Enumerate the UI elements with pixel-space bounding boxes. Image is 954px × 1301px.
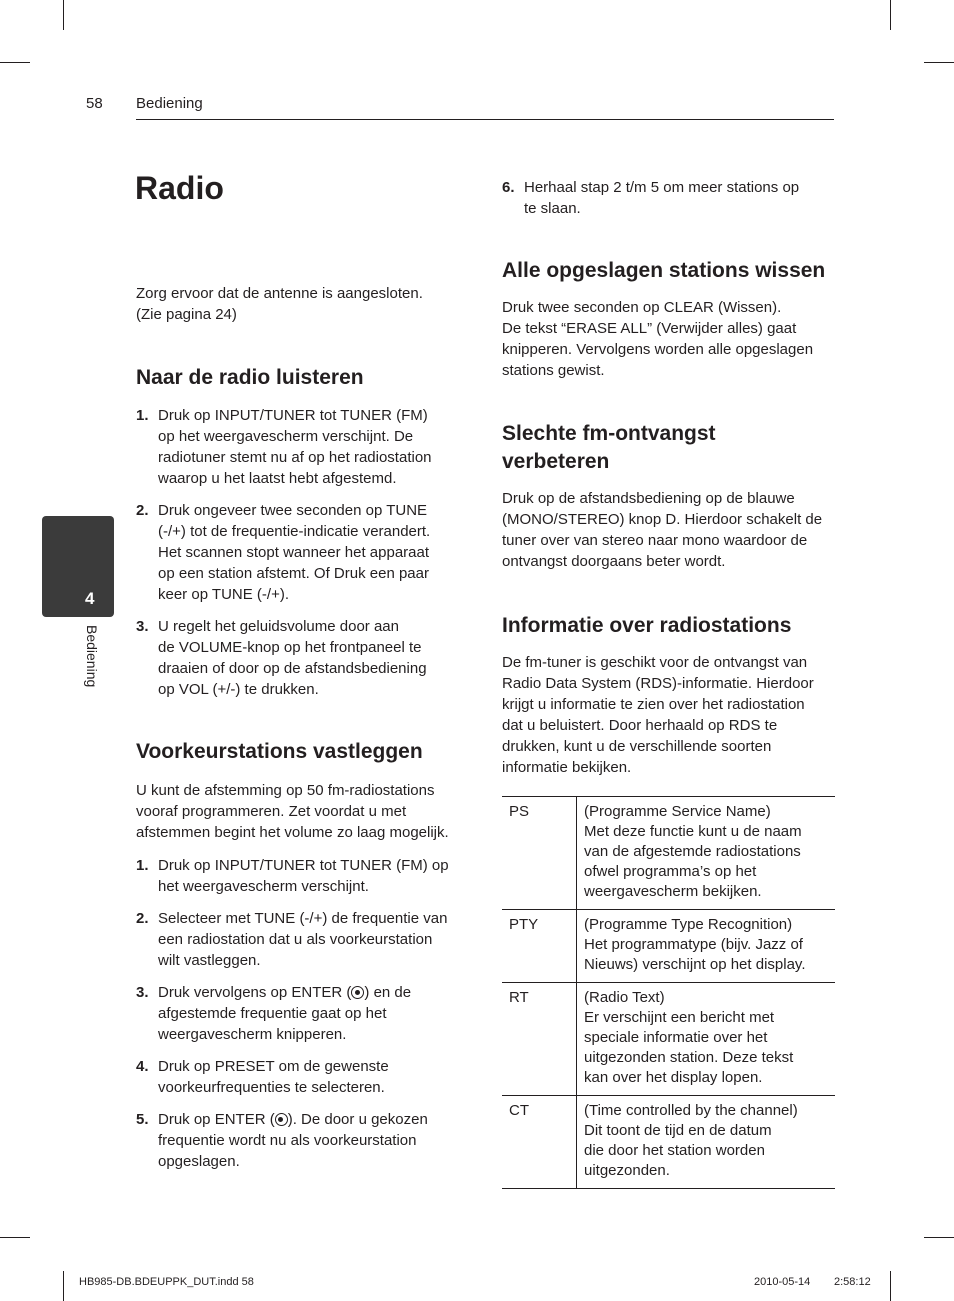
crop-mark [890, 1271, 891, 1301]
step-item [136, 405, 476, 489]
step-text: Druk vervolgens op ENTER ( [158, 984, 352, 1001]
value-line: Dit toont de tijd en de datum [584, 1122, 772, 1139]
section-listen [136, 364, 476, 711]
step-number: 3. [136, 984, 149, 1001]
step-text: ). De door u gekozen [287, 1111, 428, 1128]
section-presets [136, 738, 481, 1183]
section-heading: Informatie over radiostations [502, 614, 792, 637]
step-line: op het weergavescherm verschijnt. De [158, 428, 414, 445]
step-line: U regelt het geluidsvolume door aan [158, 618, 399, 635]
value-line: speciale informatie over het [584, 1029, 768, 1046]
section-rds [502, 612, 842, 778]
step-line: radiotuner stemt nu af op het radiostation [158, 449, 432, 466]
header-rule [136, 119, 834, 120]
step-line: draaien of door op de afstandsbediening [158, 660, 427, 677]
value-line: van de afgestemde radiostations [584, 843, 801, 860]
step-number: 2. [136, 502, 149, 519]
step-number: 4. [136, 1058, 149, 1075]
table-row [502, 797, 835, 910]
section-heading: Naar de radio luisteren [136, 366, 364, 389]
crop-mark [890, 0, 891, 30]
step-continuation [502, 177, 837, 230]
step-line: frequentie wordt nu als voorkeurstation [158, 1132, 417, 1149]
value-line: uitgezonden station. Deze tekst [584, 1049, 794, 1066]
step-line: Druk op PRESET om de gewenste [158, 1058, 389, 1075]
page-number: 58 [86, 95, 103, 112]
intro-line: Zorg ervoor dat de antenne is aangesloten. [136, 285, 423, 302]
body-line: De fm-tuner is geschikt voor de ontvangst van [502, 654, 808, 671]
step-line: te slaan. [524, 200, 581, 217]
step-line: op VOL (+/-) te drukken. [158, 681, 319, 698]
table-row [502, 983, 835, 1096]
body-line: drukken, kunt u de verschillende soorten [502, 738, 772, 755]
table-value [577, 1096, 836, 1189]
step-item [136, 1109, 481, 1172]
value-line: kan over het display lopen. [584, 1069, 763, 1086]
step-list [502, 177, 837, 219]
step-line: keer op TUNE (-/+). [158, 586, 290, 603]
rds-table [502, 796, 835, 1189]
crop-mark [63, 1271, 64, 1301]
step-list [136, 855, 481, 1172]
crop-mark [63, 0, 64, 30]
body-line: informatie bekijken. [502, 759, 632, 776]
page-title: Radio [135, 170, 224, 206]
step-line: wilt vastleggen. [158, 952, 261, 969]
crop-mark [924, 62, 954, 63]
value-line: Het programmatype (bijv. Jazz of [584, 936, 803, 953]
intro-line: afstemmen begint het volume zo laag mogelijk. [136, 824, 449, 841]
table-value [577, 983, 836, 1096]
value-line: (Time controlled by the channel) [584, 1102, 798, 1119]
crop-mark [0, 1237, 30, 1238]
footer-filename: HB985-DB.BDEUPPK_DUT.indd 58 [79, 1276, 254, 1288]
intro-text [136, 283, 476, 325]
value-line: die door het station worden [584, 1142, 765, 1159]
body-line: knipperen. Vervolgens worden alle opgeslagen [502, 341, 814, 358]
step-number: 6. [502, 179, 515, 196]
body-line: stations gewist. [502, 362, 605, 379]
table-value [577, 910, 836, 983]
step-line: waarop u het laatst hebt afgestemd. [158, 470, 397, 487]
running-header: Bediening [136, 95, 203, 112]
body-line: Druk twee seconden op CLEAR (Wissen). [502, 299, 782, 316]
value-line: Nieuws) verschijnt op het display. [584, 956, 806, 973]
chapter-label: Bediening [84, 625, 100, 688]
step-text: Druk op ENTER ( [158, 1111, 275, 1128]
step-line: (-/+) tot de frequentie-indicatie verandert. [158, 523, 431, 540]
step-line: Selecteer met TUNE (-/+) de frequentie van [158, 910, 448, 927]
table-row [502, 910, 835, 983]
intro-line: U kunt de afstemming op 50 fm-radiostations [136, 782, 435, 799]
step-line: een radiostation dat u als voorkeurstation [158, 931, 433, 948]
chapter-tab [42, 516, 114, 617]
section-fm [502, 420, 842, 572]
value-line: (Radio Text) [584, 989, 665, 1006]
body-line: tuner over van stereo naar mono waardoor de [502, 532, 808, 549]
intro-line: vooraf programmeren. Zet voordat u met [136, 803, 407, 820]
step-list [136, 405, 476, 700]
footer-date: 2010-05-14 [754, 1276, 811, 1288]
step-number: 2. [136, 910, 149, 927]
value-line: uitgezonden. [584, 1162, 670, 1179]
section-body [502, 652, 842, 778]
step-line: Het scannen stopt wanneer het apparaat [158, 544, 430, 561]
body-line: Druk op de afstandsbediening op de blauwe [502, 490, 795, 507]
step-number: 3. [136, 618, 149, 635]
crop-mark [0, 62, 30, 63]
value-line: ofwel programma’s op het [584, 863, 757, 880]
body-line: dat u beluistert. Door herhaald op RDS te [502, 717, 778, 734]
crop-mark [924, 1237, 954, 1238]
step-item [136, 1056, 481, 1098]
body-line: ontvangst doorgaans beter wordt. [502, 553, 726, 570]
step-line: Druk ongeveer twee seconden op TUNE [158, 502, 428, 519]
step-item [136, 908, 481, 971]
step-item [136, 982, 481, 1045]
section-clear [502, 257, 842, 381]
section-body [502, 297, 842, 381]
step-item [502, 177, 837, 219]
step-line: opgeslagen. [158, 1153, 240, 1170]
step-text: ) en de [364, 984, 412, 1001]
step-line [158, 1109, 481, 1130]
step-line: het weergavescherm verschijnt. [158, 878, 369, 895]
step-number: 1. [136, 857, 149, 874]
table-key: CT [502, 1096, 577, 1189]
section-intro [136, 780, 481, 843]
footer-time: 2:58:12 [834, 1276, 871, 1288]
section-heading: Slechte fm-ontvangst [502, 422, 716, 445]
value-line: Er verschijnt een bericht met [584, 1009, 775, 1026]
step-line [158, 982, 481, 1003]
value-line: weergavescherm bekijken. [584, 883, 762, 900]
intro-line: (Zie pagina 24) [136, 306, 237, 323]
enter-button-icon [351, 986, 364, 999]
step-number: 1. [136, 407, 149, 424]
step-line: op een station afstemt. Of Druk een paar [158, 565, 429, 582]
table-row [502, 1096, 835, 1189]
section-heading: Voorkeurstations vastleggen [136, 740, 423, 763]
chapter-number: 4 [85, 589, 95, 608]
section-body [502, 488, 842, 572]
body-line: (MONO/STEREO) knop D. Hierdoor schakelt de [502, 511, 823, 528]
table-key: RT [502, 983, 577, 1096]
value-line: (Programme Type Recognition) [584, 916, 793, 933]
value-line: (Programme Service Name) [584, 803, 771, 820]
table-key: PS [502, 797, 577, 910]
body-line: krijgt u informatie te zien over het radiostation [502, 696, 805, 713]
body-line: Radio Data System (RDS)-informatie. Hierdoor [502, 675, 814, 692]
step-line: afgestemde frequentie gaat op het [158, 1005, 387, 1022]
step-item [136, 500, 476, 605]
enter-button-icon [275, 1113, 288, 1126]
step-line: Druk op INPUT/TUNER tot TUNER (FM) op [158, 857, 449, 874]
step-line: voorkeurfrequenties te selecteren. [158, 1079, 385, 1096]
section-heading: Alle opgeslagen stations wissen [502, 259, 826, 282]
table-key: PTY [502, 910, 577, 983]
step-item [136, 855, 481, 897]
body-line: De tekst “ERASE ALL” (Verwijder alles) gaat [502, 320, 797, 337]
step-line: weergavescherm knipperen. [158, 1026, 347, 1043]
step-line: de VOLUME-knop op het frontpaneel te [158, 639, 422, 656]
step-item [136, 616, 476, 700]
section-heading: verbeteren [502, 450, 610, 473]
step-line: Druk op INPUT/TUNER tot TUNER (FM) [158, 407, 428, 424]
step-number: 5. [136, 1111, 149, 1128]
value-line: Met deze functie kunt u de naam [584, 823, 802, 840]
step-line: Herhaal stap 2 t/m 5 om meer stations op [524, 179, 800, 196]
table-value [577, 797, 836, 910]
